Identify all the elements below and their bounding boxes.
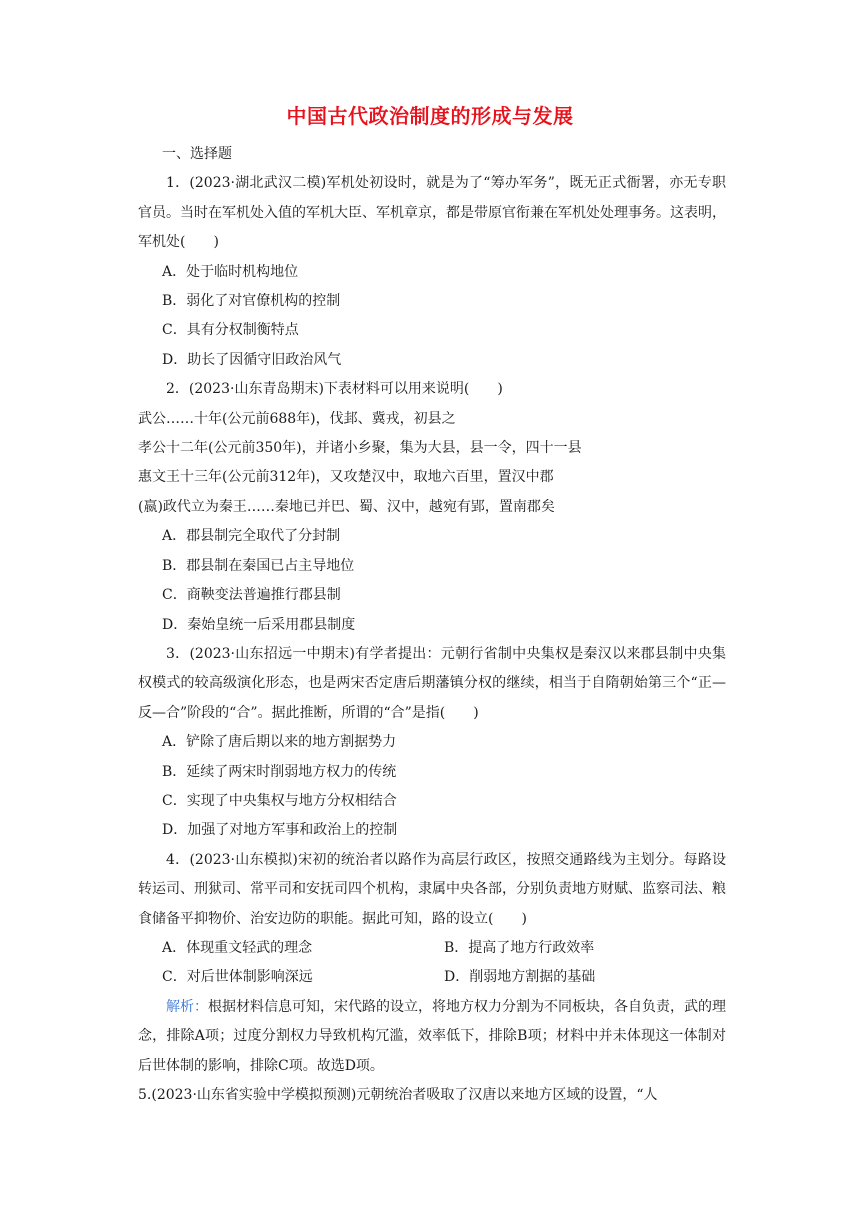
question-1-option-c: C．具有分权制衡特点 [162, 322, 299, 339]
question-2-material-row: (嬴)政代立为秦王……秦地已并巴、蜀、汉中，越宛有郢，置南郡矣 [138, 498, 555, 515]
question-5-stem: 5.(2023·山东省实验中学模拟预测)元朝统治者吸取了汉唐以来地方区域的设置，“人 [138, 1087, 658, 1103]
question-1-stem: 1．(2023·湖北武汉二模)军机处初设时，就是为了“筹办军务”，既无正式衙署，亦无专职官员。当时在军机处入值的军机大臣、军机章京，都是带原官衔兼在军机处处理事务。这表明，军机处( ) [138, 175, 726, 251]
question-4-analysis [138, 993, 726, 1081]
question-1-option-b: B．弱化了对官僚机构的控制 [162, 293, 341, 310]
question-4-options-row-1 [138, 934, 726, 963]
question-3-option-b: B．延续了两宋时削弱地方权力的传统 [162, 763, 397, 780]
question-3-option-d: D．加强了对地方军事和政治上的控制 [162, 822, 398, 839]
question-4-option-a: A．体现重文轻武的理念 [162, 939, 313, 956]
analysis-text: 根据材料信息可知，宋代路的设立，将地方权力分割为不同板块，各自负责，武的理念，排除A项；过度分割权力导致机构冗滥，效率低下，排除B项；材料中并未体现这一体制对后世体制的影响，排除C项。故选D项。 [138, 998, 726, 1074]
question-4-option-d: D．削弱地方割据的基础 [444, 969, 596, 986]
section-heading: 一、选择题 [162, 146, 232, 162]
question-2-material-row: 孝公十二年(公元前350年)，并诸小乡聚，集为大县，县一令，四十一县 [138, 440, 582, 457]
question-1-option-d: D．助长了因循守旧政治风气 [162, 351, 342, 368]
question-2-option-a: A．郡县制完全取代了分封制 [162, 528, 341, 545]
question-4-option-b: B．提高了地方行政效率 [444, 939, 595, 956]
question-3-option-a: A．铲除了唐后期以来的地方割据势力 [162, 734, 397, 751]
question-2-stem: 2．(2023·山东青岛期末)下表材料可以用来说明( ) [166, 381, 503, 398]
analysis-label: 解析： [166, 998, 208, 1015]
question-4-options-row-2 [138, 963, 726, 992]
question-3-option-c: C．实现了中央集权与地方分权相结合 [162, 792, 397, 809]
question-2-material-row: 武公……十年(公元前688年)，伐邽、冀戎，初县之 [138, 410, 456, 427]
question-3-stem: 3．(2023·山东招远一中期末)有学者提出：元朝行省制中央集权是秦汉以来郡县制中央集权模式的较高级演化形态，也是两宋否定唐后期藩镇分权的继续，相当于自隋朝始第三个“正—反—合”阶段的“合”。据此推断，所谓的“合”是指( ) [138, 645, 726, 721]
question-4-stem: 4．(2023·山东模拟)宋初的统治者以路作为高层行政区，按照交通路线为主划分。每路设转运司、刑狱司、常平司和安抚司四个机构，隶属中央各部，分别负责地方财赋、监察司法、粮食储备平抑物价、治安边防的职能。据此可知，路的设立( ) [138, 851, 726, 927]
question-2-material-row: 惠文王十三年(公元前312年)，又攻楚汉中，取地六百里，置汉中郡 [138, 469, 554, 486]
page-title: 中国古代政治制度的形成与发展 [286, 104, 574, 128]
question-2-option-b: B．郡县制在秦国已占主导地位 [162, 557, 355, 574]
document-body [138, 140, 726, 1110]
question-1-option-a: A．处于临时机构地位 [162, 263, 299, 280]
question-2-option-d: D．秦始皇统一后采用郡县制度 [162, 616, 356, 633]
question-2-option-c: C．商鞅变法普遍推行郡县制 [162, 587, 341, 604]
question-4-option-c: C．对后世体制影响深远 [162, 969, 313, 986]
